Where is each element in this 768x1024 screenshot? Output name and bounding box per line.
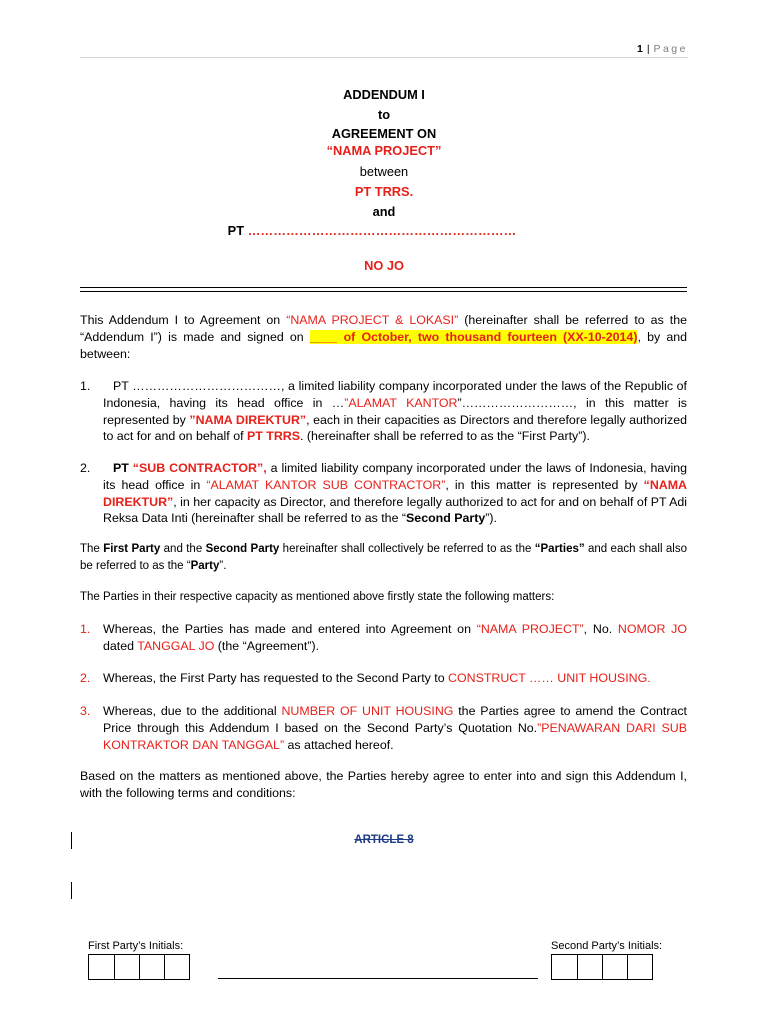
intro-paragraph: [80, 312, 687, 363]
collective-text-c: hereinafter shall collectively be referred to as the: [279, 543, 535, 555]
collective-text-a: The: [80, 543, 104, 555]
initial-box[interactable]: [602, 955, 627, 979]
page-number-separator: |: [646, 43, 651, 55]
intro-project: “NAMA PROJECT & LOKASI”: [286, 313, 459, 327]
party-pt: PT: [113, 379, 129, 393]
party-role: First Party: [521, 429, 579, 444]
party-pt: PT: [113, 461, 129, 475]
header-rule: [80, 57, 688, 58]
party-number: 2.: [80, 461, 91, 475]
whereas-text-d: (the “Agreement”).: [214, 638, 320, 653]
text-cursor: [71, 882, 72, 899]
party-director: “NAMA DIREKTUR”: [103, 477, 688, 509]
collective-text-e: ”.: [219, 560, 227, 572]
collective-text-d: and each shall also be referred to as the “: [80, 543, 688, 572]
intro-date-blank: ____: [309, 330, 338, 344]
whereas-unit-number: NUMBER OF UNIT HOUSING: [281, 704, 454, 718]
whereas-text-a: Whereas, the First Party has requested to the Second Party to: [103, 671, 449, 685]
whereas-item-2: [80, 670, 687, 687]
initial-box[interactable]: [114, 955, 139, 979]
title-between: between: [359, 164, 409, 179]
collective-parties: “Parties”: [534, 543, 585, 555]
party-name: “SUB CONTRACTOR”,: [128, 461, 267, 475]
collective-text-b: and the: [160, 543, 206, 555]
collective-second-party: Second Party: [205, 543, 280, 555]
party-role: Second Party: [406, 511, 486, 526]
party-text-c: , in her capacity as Director, and therefore legally authorized to act for and on behalf of PT Adi Reksa Data Inti (hereinafter shall be referred to as the “: [103, 494, 687, 526]
whereas-text-a: Whereas, the Parties has made and entered into Agreement on: [103, 622, 477, 636]
whereas-text-b: the Parties agree to amend the Contract Price through this Addendum I based on the Second Party’s Quotation No.: [103, 704, 687, 735]
whereas-construct: CONSTRUCT …… UNIT HOUSING.: [448, 671, 651, 685]
state-line: The Parties in their respective capacity as mentioned above firstly state the following matters:: [80, 591, 555, 603]
party-text-b: ”………………………, in this matter is represented by: [103, 395, 687, 427]
initial-box[interactable]: [164, 955, 189, 979]
party-number: 1.: [80, 379, 91, 393]
whereas-number: 3.: [80, 704, 91, 718]
initial-box[interactable]: [552, 955, 577, 979]
title-no-jo: NO JO: [364, 258, 404, 273]
whereas-text-b: , No.: [583, 622, 618, 636]
party-director: ”NAMA DIREKTUR”: [189, 412, 307, 427]
intro-text-a: This Addendum I to Agreement on: [80, 313, 287, 327]
title-addendum: ADDENDUM I: [343, 87, 425, 102]
title-party2-dots: ………………………………………………………: [247, 223, 517, 238]
article-heading: ARTICLE 8: [354, 834, 414, 846]
party-text-a: a limited liability company incorporated under the laws of Indonesia, having its head office in: [103, 461, 687, 492]
title-party1: PT TRRS.: [354, 184, 414, 199]
collective-party: Party: [190, 560, 220, 572]
section-double-rule: [80, 287, 687, 292]
page-number-value: 1: [637, 43, 644, 55]
party-office: “ALAMAT KANTOR SUB CONTRACTOR”: [206, 477, 446, 492]
second-party-initials-boxes[interactable]: [551, 954, 653, 980]
intro-text-c: , by and between:: [80, 330, 687, 361]
whereas-item-3: [80, 703, 687, 753]
collective-first-party: First Party: [103, 543, 161, 555]
intro-date-text: of October, two thousand fourteen (XX-10-2014): [337, 330, 638, 344]
party-text-a: , a limited liability company incorporated under the laws of the Republic of Indonesia, having its head office in …: [103, 379, 687, 410]
whereas-text-c: as attached hereof.: [284, 737, 394, 752]
party-text-c: , each in their capacities as Directors and therefore legally authorized to act for and on behalf of: [103, 412, 687, 444]
whereas-item-1: [80, 621, 687, 655]
whereas-quotation: ”PENAWARAN DARI SUB KONTRAKTOR DAN TANGGAL”: [103, 720, 687, 752]
first-party-initials-boxes[interactable]: [88, 954, 190, 980]
initial-box[interactable]: [627, 955, 652, 979]
party-item-1: [80, 378, 687, 445]
whereas-project: “NAMA PROJECT”: [476, 622, 584, 636]
party-text-d: . (hereinafter shall be referred to as the “: [299, 429, 522, 444]
party-office: ”ALAMAT KANTOR: [344, 395, 458, 410]
whereas-jo-number: NOMOR JO: [617, 622, 687, 636]
page-number: [637, 43, 688, 55]
whereas-text-c: dated: [103, 638, 138, 653]
title-agreement-on: AGREEMENT ON: [331, 126, 437, 141]
collective-paragraph: [80, 541, 687, 575]
second-party-initials-label: Second Party’s Initials:: [551, 940, 663, 952]
signature-line: [218, 978, 538, 979]
party-item-2: [80, 460, 687, 527]
party-text-e: ”).: [578, 429, 590, 444]
based-on-paragraph: Based on the matters as mentioned above, the Parties hereby agree to enter into and sign this Addendum I, with the following terms and conditions:: [80, 769, 687, 800]
whereas-number: 1.: [80, 622, 91, 636]
intro-text-b: (hereinafter shall be referred to as the “Addendum I”) is made and signed on: [80, 313, 688, 344]
initial-box[interactable]: [139, 955, 164, 979]
title-and: and: [372, 204, 396, 219]
party-text-b: , in this matter is represented by: [445, 477, 644, 492]
initial-box[interactable]: [577, 955, 602, 979]
title-party2-label: PT: [227, 223, 245, 238]
whereas-number: 2.: [80, 671, 91, 685]
page-word: Page: [653, 43, 688, 55]
initial-box[interactable]: [89, 955, 114, 979]
whereas-text-a: Whereas, due to the additional: [103, 704, 282, 718]
party-text-d: ”).: [485, 511, 497, 526]
title-to: to: [377, 107, 391, 122]
first-party-initials-label: First Party’s Initials:: [88, 940, 184, 952]
title-project: “NAMA PROJECT”: [326, 143, 442, 158]
party-name: PT TRRS: [246, 429, 300, 444]
whereas-jo-date: TANGGAL JO: [137, 638, 215, 653]
title-party2: [0, 223, 756, 238]
party-dots: ………………………………: [128, 379, 281, 393]
